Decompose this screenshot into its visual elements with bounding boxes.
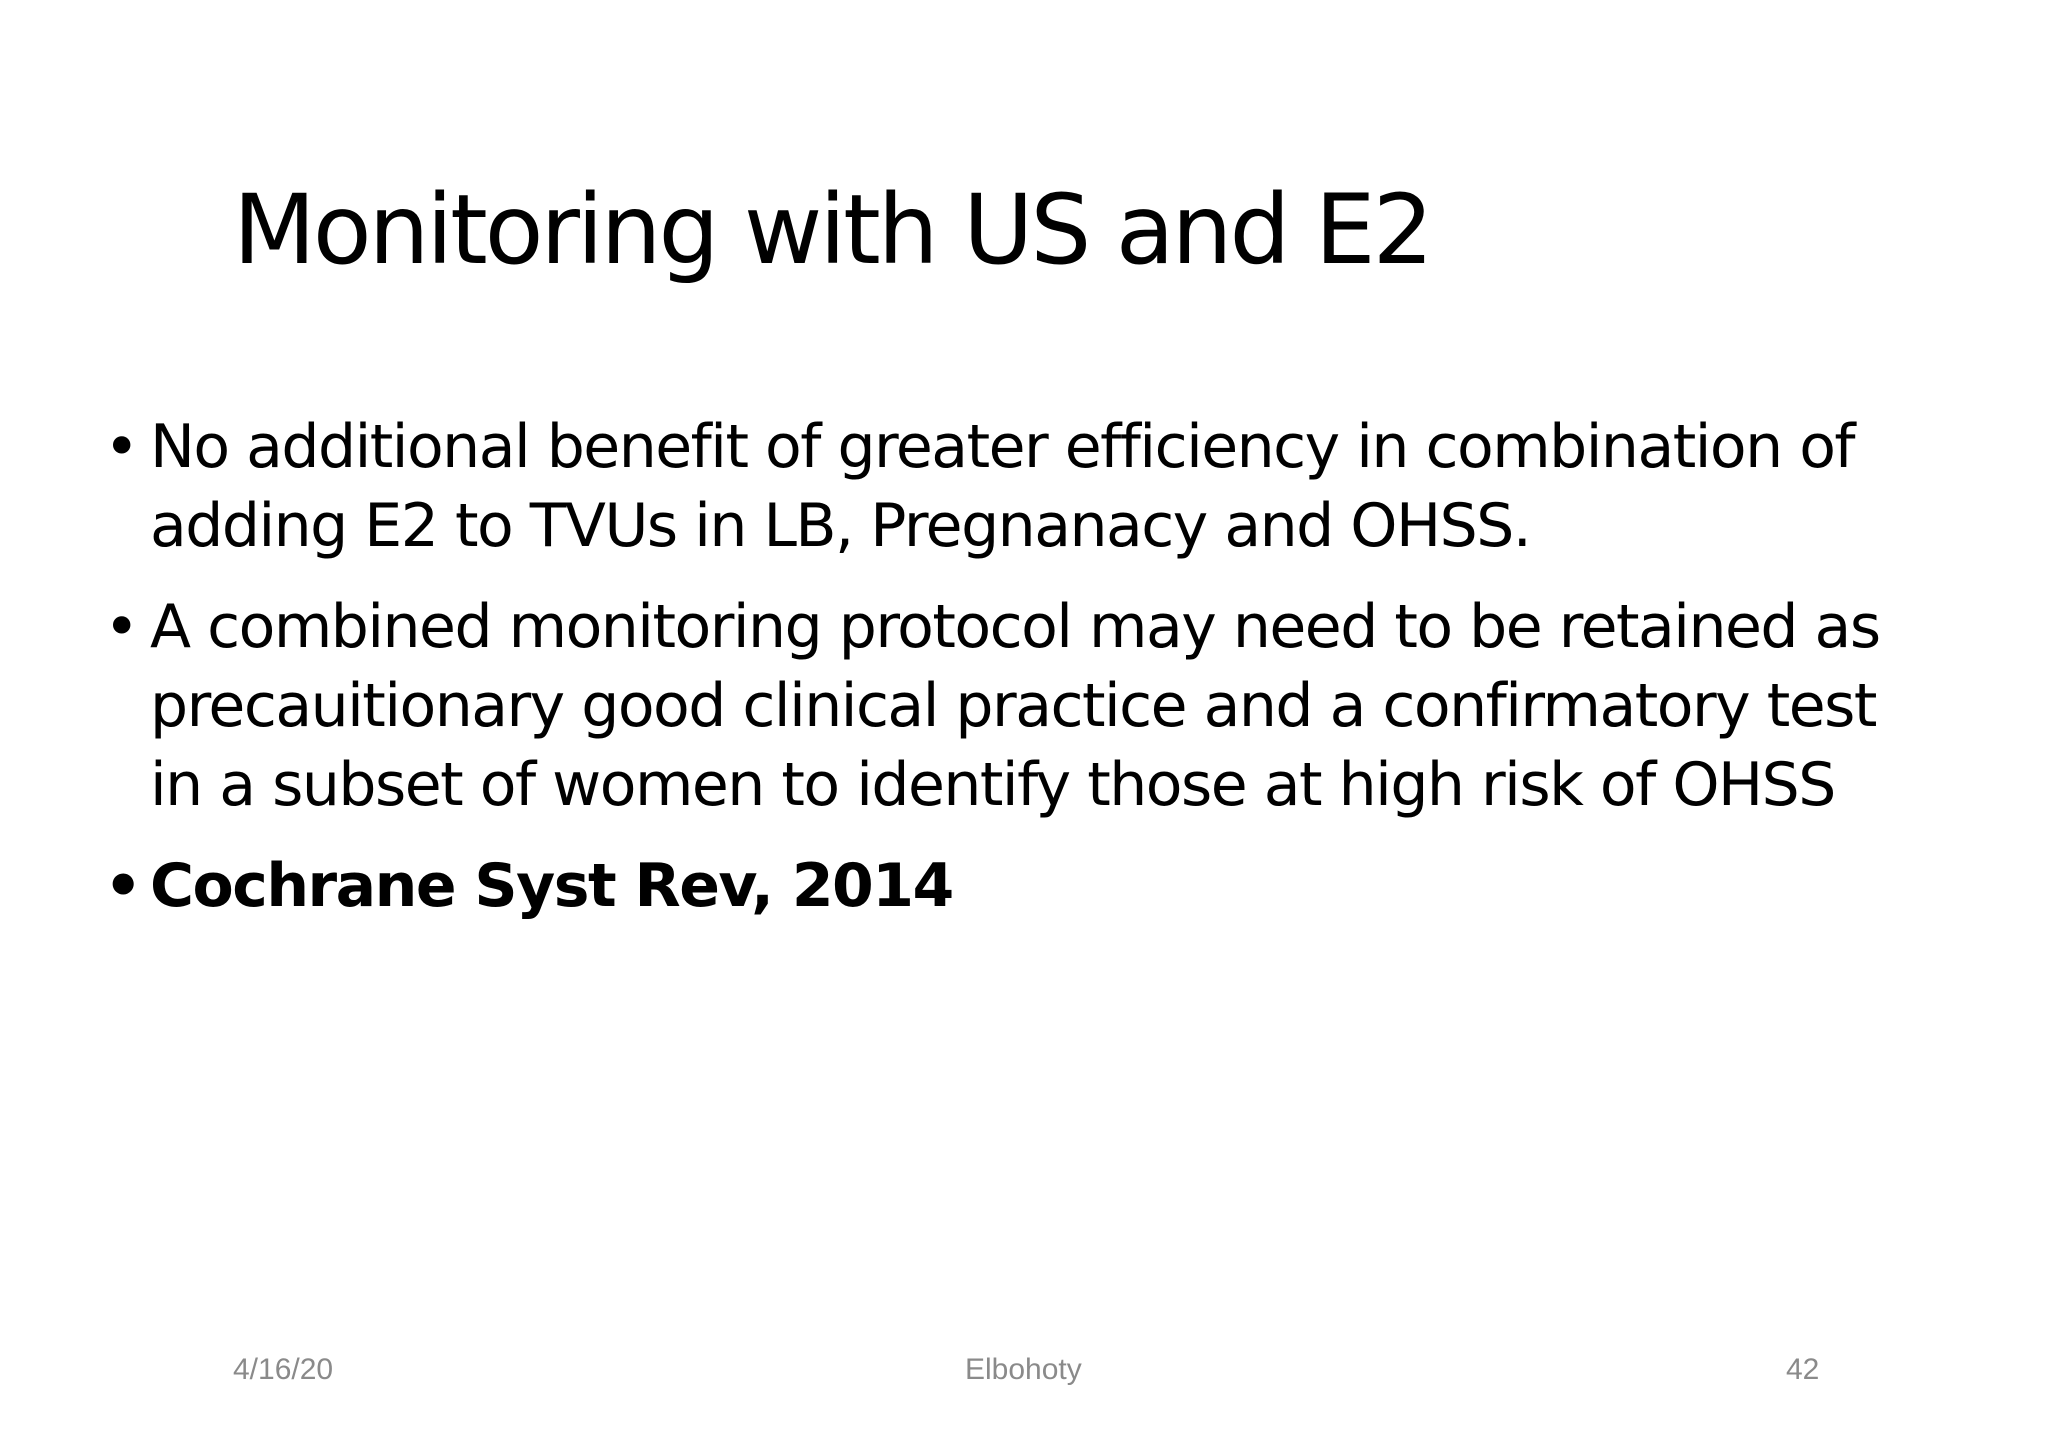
footer-date: 4/16/20 — [233, 1353, 334, 1386]
slide-title: Monitoring with US and E2 — [233, 174, 1431, 286]
bullet-item — [100, 408, 2000, 566]
citation-text: Cochrane Syst Rev, 2014 — [150, 851, 953, 921]
bullet-text-line: No additional benefit of greater efficiency in combination of — [150, 412, 1855, 482]
bullet-marker: • — [104, 851, 141, 921]
footer-author: Elbohoty — [965, 1353, 1082, 1386]
bullet-text-line: in a subset of women to identify those at high risk of OHSS — [150, 750, 1835, 820]
footer-page-number: 42 — [1786, 1353, 1820, 1386]
bullet-marker: • — [104, 592, 138, 662]
bullet-list — [100, 408, 2000, 948]
bullet-marker: • — [104, 412, 138, 482]
bullet-text-line: A combined monitoring protocol may need to be retained as — [150, 592, 1880, 662]
bullet-text-line: adding E2 to TVUs in LB, Pregnanacy and OHSS. — [150, 491, 1531, 561]
bullet-item — [100, 588, 2000, 825]
bullet-text-line: precauitionary good clinical practice and a confirmatory test — [150, 671, 1876, 741]
citation-bullet-item — [100, 847, 2000, 926]
